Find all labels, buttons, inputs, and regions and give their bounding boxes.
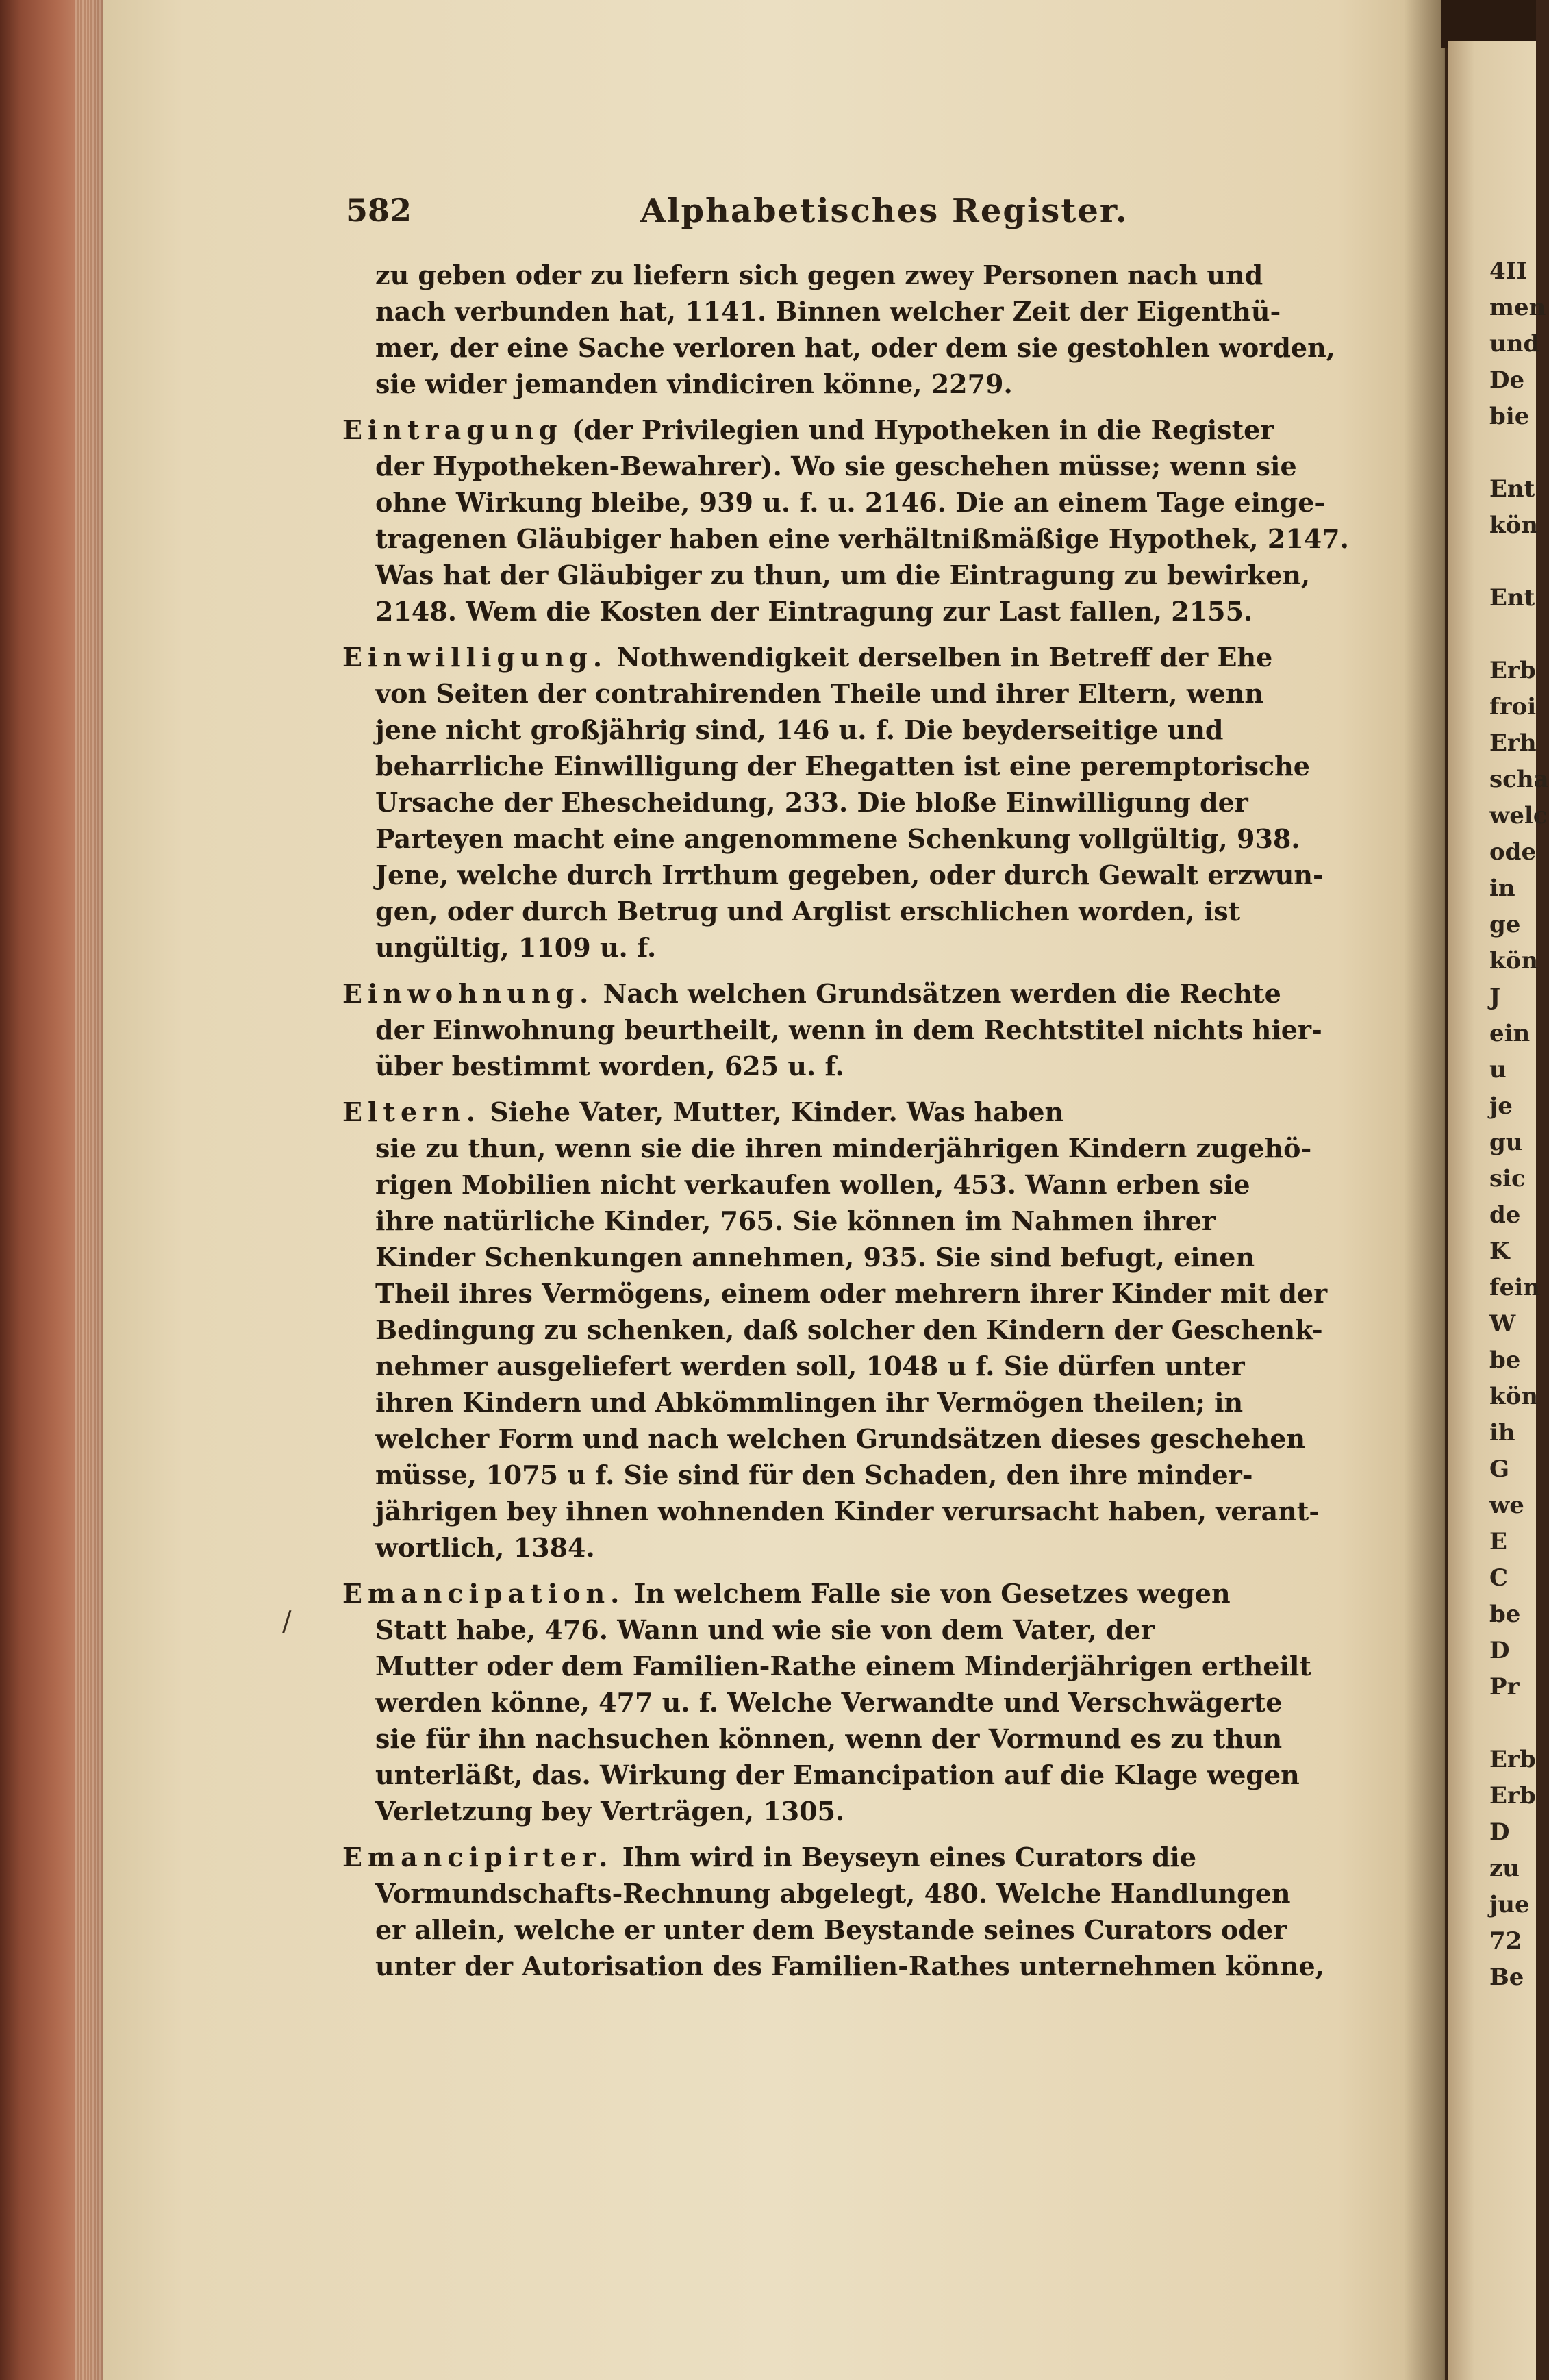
- entry-text: Parteyen macht eine angenommene Schenkung vollgültig, 938.: [375, 823, 1300, 854]
- entry-text: Was hat der Gläubiger zu thun, um die Eintragung zu bewirken,: [375, 560, 1311, 590]
- facing-page-fragment: J: [1489, 984, 1501, 1011]
- entry-text: von Seiten der contrahirenden Theile und ihrer Eltern, wenn: [375, 678, 1264, 709]
- entry-text: beharrliche Einwilligung der Ehegatten ist eine peremptorische: [375, 751, 1310, 781]
- facing-page-fragment: G: [1489, 1455, 1510, 1483]
- entry-text: Statt habe, 476. Wann und wie sie von dem Vater, der: [375, 1614, 1155, 1645]
- entry-line: [375, 1166, 1339, 1203]
- entry-line: [342, 975, 1339, 1012]
- facing-page-fragment: Be: [1489, 1964, 1524, 1991]
- entry-text: Kinder Schenkungen annehmen, 935. Sie sind befugt, einen: [375, 1242, 1255, 1273]
- entry-text: unter der Autorisation des Familien-Rathes unternehmen könne,: [375, 1951, 1324, 1981]
- entry-text: ungültig, 1109 u. f.: [375, 932, 657, 963]
- book-edge-left: [0, 0, 103, 2380]
- entry-text: werden könne, 477 u. f. Welche Verwandte und Verschwägerte: [375, 1687, 1283, 1718]
- entry-line: [375, 1203, 1339, 1239]
- register-entries: [342, 257, 1349, 1984]
- entry-line: [375, 1012, 1339, 1048]
- entry-line: [375, 557, 1339, 593]
- entry-line: [375, 1457, 1339, 1493]
- entry-line: [375, 748, 1339, 784]
- entry-text: sie für ihn nachsuchen können, wenn der Vormund es zu thun: [375, 1723, 1283, 1754]
- register-entry: [342, 975, 1339, 1084]
- entry-line: [375, 521, 1349, 557]
- entry-line: [375, 1312, 1339, 1348]
- entry-headword: Eintragung: [342, 414, 563, 445]
- facing-page-fragment: kön: [1489, 947, 1538, 975]
- entry-text: ihre natürliche Kinder, 765. Sie können im Nahmen ihrer: [375, 1205, 1216, 1236]
- entry-text: nach verbunden hat, 1141. Binnen welcher Zeit der Eigenthü-: [375, 296, 1281, 327]
- entry-headword: Einwohnung.: [342, 978, 594, 1009]
- entry-text: Siehe Vater, Mutter, Kinder. Was haben: [490, 1097, 1064, 1127]
- facing-page-fragment: de: [1489, 1201, 1521, 1229]
- facing-page-fragment: men: [1489, 294, 1546, 321]
- entry-text: Mutter oder dem Familien-Rathe einem Minderjährigen ertheilt: [375, 1651, 1311, 1681]
- entry-line: [375, 1793, 1339, 1829]
- entry-headword: Eltern.: [342, 1097, 481, 1127]
- entry-text: sie zu thun, wenn sie die ihren minderjährigen Kindern zugehö-: [375, 1133, 1312, 1164]
- facing-page-fragment: D: [1489, 1637, 1510, 1664]
- entry-headword: Einwilligung.: [342, 642, 608, 673]
- facing-page-fragment: [1489, 616, 1536, 653]
- entry-text: nehmer ausgeliefert werden soll, 1048 u f. Sie dürfen unter: [375, 1351, 1245, 1381]
- entry-line: [375, 1684, 1339, 1720]
- entry-text: gen, oder durch Betrug und Arglist erschlichen worden, ist: [375, 896, 1241, 927]
- register-entry: [342, 639, 1339, 966]
- facing-page-text: [1489, 253, 1549, 1996]
- facing-page-fragment: Erb: [1489, 657, 1536, 684]
- entry-line: [375, 1612, 1339, 1648]
- entry-text: ohne Wirkung bleibe, 939 u. f. u. 2146. Die an einem Tage einge-: [375, 487, 1326, 518]
- entry-text: jene nicht großjährig sind, 146 u. f. Die beyderseitige und: [375, 714, 1224, 745]
- facing-page-fragment: sic: [1489, 1165, 1526, 1192]
- entry-text: zu geben oder zu liefern sich gegen zwey Personen nach und: [375, 260, 1263, 290]
- facing-page-fragment: scha: [1489, 766, 1549, 793]
- facing-page-fragment: [1489, 544, 1536, 580]
- facing-page-fragment: ein: [1489, 1020, 1531, 1047]
- facing-page-fragment: ode: [1489, 838, 1537, 866]
- entry-line: [375, 675, 1339, 712]
- facing-page-fragment: D: [1489, 1818, 1510, 1846]
- entry-text: mer, der eine Sache verloren hat, oder dem sie gestohlen worden,: [375, 332, 1335, 363]
- entry-text: In welchem Falle sie von Gesetzes wegen: [633, 1578, 1231, 1609]
- facing-page-fragment: fein: [1489, 1274, 1540, 1301]
- entry-line: [375, 1239, 1339, 1275]
- entry-line: [375, 1130, 1339, 1166]
- facing-page-fragment: 72: [1489, 1927, 1522, 1955]
- entry-line: [375, 257, 1339, 293]
- facing-page-fragment: Erb: [1489, 1746, 1536, 1773]
- entry-text: Ihm wird in Beyseyn eines Curators die: [622, 1842, 1197, 1872]
- facing-page-fragment: we: [1489, 1492, 1524, 1519]
- entry-text: sie wider jemanden vindiciren könne, 2279.: [375, 368, 1013, 399]
- facing-page-fragment: kön: [1489, 512, 1538, 539]
- entry-line: [342, 639, 1339, 675]
- facing-page-fragment: Ent: [1489, 475, 1535, 503]
- entry-text: Nach welchen Grundsätzen werden die Rechte: [603, 978, 1281, 1009]
- entry-text: Theil ihres Vermögens, einem oder mehrern ihrer Kinder mit der: [375, 1278, 1328, 1309]
- entry-text: Bedingung zu schenken, daß solcher den Kindern der Geschenk-: [375, 1314, 1323, 1345]
- facing-page-fragment: De: [1489, 366, 1525, 394]
- entry-line: [375, 1348, 1339, 1384]
- entry-headword: Emancipirter.: [342, 1842, 614, 1872]
- entry-line: [375, 1529, 1339, 1566]
- entry-text: wortlich, 1384.: [375, 1532, 595, 1563]
- facing-page-fragment: Erb: [1489, 1782, 1536, 1809]
- entry-line: [342, 412, 1339, 448]
- entry-line: [375, 366, 1339, 402]
- facing-page-fragment: [1489, 435, 1536, 471]
- entry-line: [375, 857, 1339, 893]
- entry-text: er allein, welche er unter dem Beystande seines Curators oder: [375, 1914, 1287, 1945]
- entry-line: [375, 484, 1339, 521]
- entry-line: [375, 893, 1339, 929]
- running-title: Alphabetisches Register.: [640, 192, 1129, 230]
- entry-line: [375, 784, 1339, 821]
- entry-text: der Einwohnung beurtheilt, wenn in dem Rechtstitel nichts hier-: [375, 1014, 1322, 1045]
- facing-page-fragment: K: [1489, 1238, 1510, 1265]
- entry-text: tragenen Gläubiger haben eine verhältnißmäßige Hypothek, 2147.: [375, 523, 1349, 554]
- facing-page-fragment: Ent: [1489, 584, 1535, 612]
- facing-page-fragment: in: [1489, 875, 1515, 902]
- entry-line: [375, 929, 1339, 966]
- facing-page-fragment: welc: [1489, 802, 1548, 829]
- facing-page-fragment: je: [1489, 1092, 1513, 1120]
- entry-line: [375, 1384, 1339, 1420]
- register-entry: [342, 1094, 1339, 1566]
- entry-text: der Hypotheken-Bewahrer). Wo sie geschehen müsse; wenn sie: [375, 451, 1297, 481]
- entry-line: [375, 821, 1339, 857]
- facing-page-fragment: be: [1489, 1601, 1521, 1628]
- facing-page-fragment: gu: [1489, 1129, 1523, 1156]
- entry-text: ihren Kindern und Abkömmlingen ihr Vermögen theilen; in: [375, 1387, 1244, 1418]
- entry-line: [375, 293, 1339, 329]
- entry-line: [375, 1757, 1339, 1793]
- entry-text: unterläßt, das. Wirkung der Emancipation auf die Klage wegen: [375, 1759, 1300, 1790]
- facing-page-fragment: [1489, 1705, 1536, 1742]
- entry-headword: Emancipation.: [342, 1578, 625, 1609]
- facing-page-fragment: kön: [1489, 1383, 1538, 1410]
- facing-page-fragment: froi: [1489, 693, 1537, 721]
- entry-line: [375, 1493, 1339, 1529]
- facing-page-fragment: 4II: [1489, 258, 1528, 285]
- entry-line: [375, 593, 1339, 629]
- marginal-mark: /: [282, 1606, 292, 1638]
- entry-text: Ursache der Ehescheidung, 233. Die bloße Einwilligung der: [375, 787, 1248, 818]
- register-entry: [342, 1839, 1339, 1984]
- facing-page-fragment: u: [1489, 1056, 1507, 1083]
- entry-text: 2148. Wem die Kosten der Eintragung zur Last fallen, 2155.: [375, 596, 1253, 627]
- entry-text: Nothwendigkeit derselben in Betreff der Ehe: [616, 642, 1273, 673]
- facing-page-fragment: be: [1489, 1346, 1521, 1374]
- entry-text: müsse, 1075 u f. Sie sind für den Schaden, den ihre minder-: [375, 1460, 1253, 1490]
- facing-page-fragment: jue: [1489, 1891, 1530, 1918]
- entry-line: [375, 1948, 1339, 1984]
- entry-text: (der Privilegien und Hypotheken in die Register: [571, 414, 1274, 445]
- entry-line: [342, 1839, 1339, 1875]
- entry-line: [375, 1912, 1339, 1948]
- entry-text: über bestimmt worden, 625 u. f.: [375, 1051, 844, 1081]
- facing-page-fragment: C: [1489, 1564, 1509, 1592]
- entry-line: [375, 329, 1339, 366]
- entry-text: welcher Form und nach welchen Grundsätzen dieses geschehen: [375, 1423, 1306, 1454]
- entry-text: Jene, welche durch Irrthum gegeben, oder durch Gewalt erzwun-: [375, 860, 1324, 890]
- entry-line: [375, 448, 1339, 484]
- entry-text: Verletzung bey Verträgen, 1305.: [375, 1796, 845, 1827]
- facing-page-fragment: ih: [1489, 1419, 1515, 1446]
- register-entry: [342, 1575, 1339, 1829]
- entry-text: rigen Mobilien nicht verkaufen wollen, 453. Wann erben sie: [375, 1169, 1250, 1200]
- entry-line: [375, 1048, 1339, 1084]
- entry-line: [375, 1420, 1339, 1457]
- facing-page-fragment: ge: [1489, 911, 1521, 938]
- entry-line: [375, 712, 1339, 748]
- entry-text: jährigen bey ihnen wohnenden Kinder verursacht haben, verant-: [375, 1496, 1320, 1527]
- facing-page-fragment: E: [1489, 1528, 1507, 1555]
- register-entry: [342, 412, 1349, 629]
- page-number: 582: [346, 192, 412, 229]
- running-head: [346, 192, 1339, 240]
- register-entry: [342, 257, 1339, 402]
- facing-page-fragment: und: [1489, 330, 1540, 358]
- entry-text: Vormundschafts-Rechnung abgelegt, 480. Welche Handlungen: [375, 1878, 1291, 1909]
- facing-page-fragment: zu: [1489, 1855, 1520, 1882]
- facing-page-fragment: bie: [1489, 403, 1530, 430]
- entry-line: [375, 1875, 1339, 1912]
- entry-line: [342, 1575, 1339, 1612]
- entry-line: [342, 1094, 1339, 1130]
- entry-line: [375, 1720, 1339, 1757]
- entry-line: [375, 1275, 1339, 1312]
- entry-line: [375, 1648, 1339, 1684]
- facing-page-fragment: Erh: [1489, 729, 1537, 757]
- facing-page-fragment: W: [1489, 1310, 1516, 1338]
- facing-page-fragment: Pr: [1489, 1673, 1520, 1701]
